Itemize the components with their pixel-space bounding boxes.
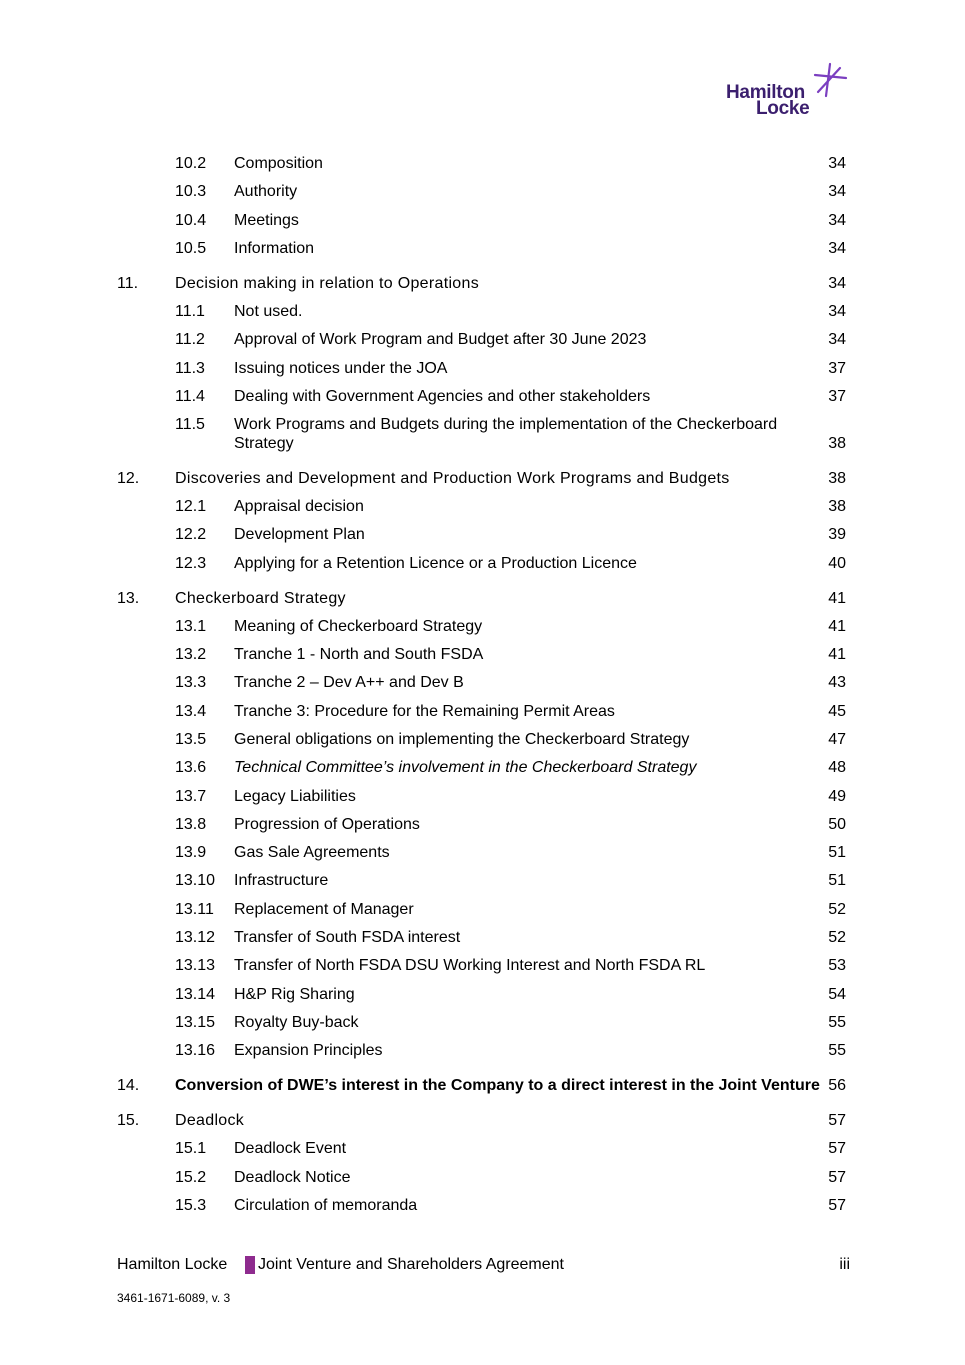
toc-page-number: 34	[828, 183, 846, 201]
footer-document-title: Joint Venture and Shareholders Agreement	[258, 1256, 564, 1273]
toc-page-number: 41	[828, 589, 846, 607]
toc-number: 13.11	[175, 900, 214, 918]
toc-number: 12.3	[175, 554, 207, 572]
toc-number: 12.1	[175, 498, 207, 516]
toc-title: Legacy Liabilities	[234, 787, 356, 805]
toc-number: 13.9	[175, 844, 207, 862]
toc-number: 13.8	[175, 815, 207, 833]
hamilton-locke-logo	[724, 62, 849, 120]
toc-page-number: 34	[828, 302, 846, 320]
toc-page-number: 37	[828, 387, 846, 405]
toc-number: 15.	[117, 1112, 140, 1130]
toc-page-number: 52	[828, 929, 846, 946]
toc-number: 13.1	[175, 617, 207, 635]
toc-page-number: 41	[828, 617, 846, 635]
toc-title: General obligations on implementing the Checkerboard Strategy	[234, 730, 690, 748]
toc-number: 13.15	[175, 1013, 216, 1031]
toc-number: 13.6	[175, 759, 207, 777]
toc-number: 12.	[117, 470, 140, 488]
toc-page-number: 39	[828, 526, 846, 544]
footer-accent-bar	[245, 1256, 255, 1274]
toc-title: Work Programs and Budgets during the implementation of the Checkerboard Strategy	[234, 416, 778, 453]
toc-number: 13.12	[175, 929, 216, 946]
toc-title: Dealing with Government Agencies and other stakeholders	[234, 387, 651, 405]
toc-page-number: 48	[828, 759, 846, 777]
toc-title: Deadlock Notice	[234, 1168, 351, 1186]
toc-number: 10.5	[175, 239, 207, 257]
document-reference: 3461-1671-6089, v. 3	[117, 1291, 231, 1305]
toc-title: Appraisal decision	[234, 498, 364, 516]
toc-number: 13.2	[175, 646, 207, 663]
toc-title: Tranche 2 – Dev A++ and Dev B	[234, 674, 464, 692]
toc-title: Applying for a Retention Licence or a Production Licence	[234, 554, 637, 572]
toc-page-number: 43	[828, 674, 846, 692]
toc-page-number: 56	[828, 1077, 846, 1095]
logo-line-1: Hamilton	[726, 82, 805, 103]
toc-title: Transfer of North FSDA DSU Working Interest and North FSDA RL	[234, 957, 706, 975]
toc-title: Tranche 1 - North and South FSDA	[234, 646, 484, 663]
toc-page-number: 34	[828, 274, 846, 292]
toc-title: Meaning of Checkerboard Strategy	[234, 617, 483, 635]
toc-page-number: 50	[828, 815, 846, 833]
toc-page-number: 53	[828, 957, 846, 975]
toc-title: Circulation of memoranda	[234, 1196, 418, 1214]
toc-number: 10.3	[175, 183, 207, 201]
toc-number: 15.3	[175, 1196, 207, 1214]
toc-page-number: 34	[828, 211, 846, 229]
toc-page-number: 34	[828, 155, 846, 172]
toc-number: 13.10	[175, 872, 216, 890]
toc-title: Gas Sale Agreements	[234, 844, 390, 862]
toc-page-number: 57	[828, 1168, 846, 1186]
toc-number: 13.	[117, 589, 140, 607]
toc-title: Royalty Buy-back	[234, 1013, 359, 1031]
toc-title: Technical Committee’s involvement in the Checkerboard Strategy	[234, 759, 697, 777]
toc-title: Replacement of Manager	[234, 900, 414, 918]
toc-title: Deadlock Event	[234, 1140, 347, 1158]
toc-page-number: 49	[828, 787, 846, 805]
toc-title: Information	[234, 239, 315, 257]
toc-title: Development Plan	[234, 526, 365, 544]
toc-page-number: 41	[828, 646, 846, 663]
toc-title: Discoveries and Development and Production Work Programs and Budgets	[175, 470, 730, 488]
toc-number: 11.4	[175, 387, 205, 405]
toc-page-number: 57	[828, 1196, 846, 1214]
toc-number: 13.4	[175, 702, 207, 720]
toc-page-number: 55	[828, 1013, 846, 1031]
toc-page-number: 51	[828, 872, 846, 890]
toc-title: Transfer of South FSDA interest	[234, 929, 461, 946]
toc-number: 11.3	[175, 359, 205, 377]
toc-number: 14.	[117, 1077, 140, 1095]
logo-star-icon	[812, 62, 848, 98]
toc-title: Progression of Operations	[234, 815, 420, 833]
toc-page-number: 38	[828, 470, 846, 488]
toc-title: Deadlock	[175, 1112, 245, 1130]
toc-number: 11.5	[175, 416, 205, 434]
toc-page-number: 40	[828, 554, 846, 572]
toc-number: 13.13	[175, 957, 216, 975]
toc-title: Infrastructure	[234, 872, 329, 890]
toc-title: Issuing notices under the JOA	[234, 359, 448, 377]
toc-page-number: 54	[828, 985, 846, 1003]
toc-page-number: 47	[828, 730, 846, 748]
toc-number: 11.2	[175, 331, 205, 349]
toc-number: 13.3	[175, 674, 207, 692]
logo-line-2: Locke	[756, 98, 810, 119]
toc-number: 11.	[117, 274, 139, 292]
toc-number: 10.2	[175, 155, 207, 172]
toc-number: 13.14	[175, 985, 216, 1003]
toc-title: Conversion of DWE’s interest in the Company to a direct interest in the Joint Venture	[175, 1077, 820, 1095]
toc-number: 15.1	[175, 1140, 207, 1158]
toc-page-number: 45	[828, 702, 846, 720]
toc-page-number: 38	[828, 435, 846, 453]
toc-title: Checkerboard Strategy	[175, 589, 346, 607]
toc-number: 10.4	[175, 211, 207, 229]
toc-title: Authority	[234, 183, 298, 201]
toc-number: 13.16	[175, 1042, 216, 1060]
toc-number: 11.1	[175, 302, 205, 320]
toc-page-number: 55	[828, 1042, 846, 1060]
toc-page-number: 37	[828, 359, 846, 377]
toc-number: 13.7	[175, 787, 207, 805]
toc-page-number: 34	[828, 239, 846, 257]
toc-number: 15.2	[175, 1168, 207, 1186]
toc-number: 12.2	[175, 526, 207, 544]
footer-page-number: iii	[839, 1256, 850, 1273]
toc-page-number: 57	[828, 1112, 846, 1130]
toc-page-number: 51	[828, 844, 846, 862]
toc-page-number: 57	[828, 1140, 846, 1158]
toc-title: H&P Rig Sharing	[234, 985, 355, 1003]
toc-page-number: 34	[828, 331, 846, 349]
toc-title: Not used.	[234, 302, 303, 320]
toc-title: Approval of Work Program and Budget after 30 June 2023	[234, 331, 647, 349]
toc-title: Composition	[234, 155, 323, 172]
toc-number: 13.5	[175, 730, 207, 748]
footer-firm-name: Hamilton Locke	[117, 1256, 228, 1273]
toc-title: Tranche 3: Procedure for the Remaining Permit Areas	[234, 702, 615, 720]
toc-title: Decision making in relation to Operations	[175, 274, 480, 292]
toc-title: Expansion Principles	[234, 1042, 383, 1060]
toc-page-number: 38	[828, 498, 846, 516]
toc-page-number: 52	[828, 900, 846, 918]
toc-title: Meetings	[234, 211, 299, 229]
